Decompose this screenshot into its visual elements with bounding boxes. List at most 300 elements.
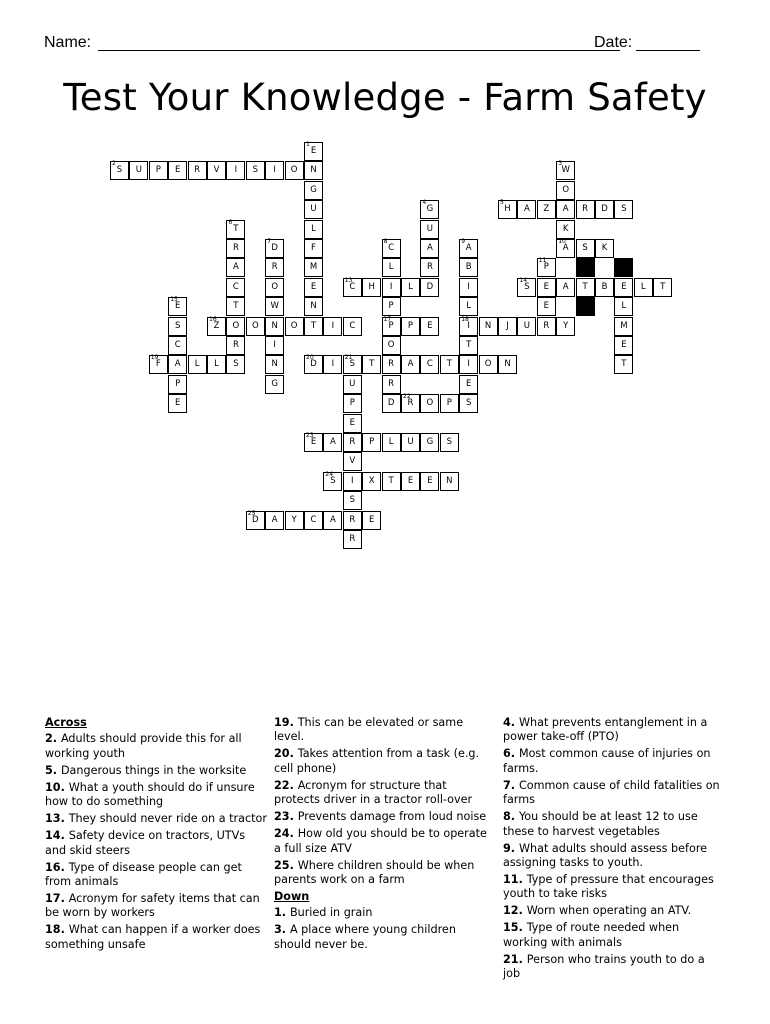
- grid-cell[interactable]: [226, 258, 245, 277]
- grid-letter: E: [310, 437, 317, 447]
- grid-cell[interactable]: [420, 394, 439, 413]
- grid-cell[interactable]: [382, 239, 401, 258]
- grid-cell[interactable]: [537, 200, 556, 219]
- grid-letter: S: [174, 320, 181, 331]
- grid-letter: I: [331, 320, 335, 331]
- grid-cell[interactable]: [285, 161, 304, 180]
- grid-cell[interactable]: [614, 336, 633, 355]
- clues-column-1: [45, 716, 267, 955]
- grid-cell[interactable]: [149, 355, 168, 374]
- grid-cell[interactable]: [420, 220, 439, 239]
- grid-letter: A: [465, 243, 472, 253]
- grid-letter: A: [562, 281, 569, 292]
- grid-letter: N: [271, 359, 278, 370]
- grid-cell[interactable]: [323, 355, 342, 374]
- grid-letter: U: [135, 165, 142, 176]
- across-clue: 20. Takes attention from a task (e.g. cell phone): [274, 747, 480, 775]
- grid-letter: E: [310, 281, 317, 292]
- grid-cell[interactable]: [440, 394, 459, 413]
- grid-letter: R: [407, 398, 414, 409]
- grid-cell[interactable]: [382, 433, 401, 452]
- grid-letter: N: [504, 359, 511, 370]
- grid-letter: S: [233, 359, 239, 370]
- grid-letter: E: [621, 340, 627, 350]
- grid-cell[interactable]: [382, 355, 401, 374]
- clue-number: 18: [461, 315, 469, 323]
- clue-number: 23: [306, 432, 314, 439]
- grid-cell[interactable]: [304, 220, 323, 239]
- grid-cell[interactable]: [459, 239, 478, 258]
- clue-number: 16: [209, 315, 217, 323]
- grid-cell[interactable]: [265, 317, 284, 336]
- grid-letter: S: [349, 359, 355, 370]
- grid-letter: S: [349, 495, 355, 506]
- grid-letter: A: [426, 243, 433, 253]
- grid-cell[interactable]: [265, 239, 284, 258]
- clue-number: 3: [558, 160, 563, 168]
- clue-number: 5: [500, 199, 504, 207]
- grid-cell[interactable]: [246, 161, 265, 180]
- grid-cell[interactable]: [459, 336, 478, 355]
- grid-letter: I: [273, 165, 276, 176]
- down-clue: 11. Type of pressure that encourages youth to take risks: [503, 873, 714, 901]
- across-clue: 23. Prevents damage from loud noise: [274, 810, 487, 824]
- grid-cell[interactable]: [479, 317, 498, 336]
- clue-number: 19: [150, 354, 159, 362]
- grid-letter: M: [309, 262, 318, 273]
- grid-cell[interactable]: [556, 278, 575, 297]
- grid-cell[interactable]: [304, 278, 323, 297]
- grid-cell[interactable]: [207, 355, 226, 374]
- grid-letter: S: [621, 204, 627, 215]
- grid-letter: L: [388, 262, 394, 273]
- grid-cell[interactable]: [556, 161, 575, 180]
- grid-cell[interactable]: [207, 161, 226, 180]
- grid-letter: R: [582, 204, 589, 215]
- grid-letter: I: [467, 281, 470, 292]
- grid-cell[interactable]: [556, 220, 575, 239]
- grid-cell[interactable]: [595, 200, 614, 219]
- grid-cell[interactable]: [498, 317, 517, 336]
- grid-letter: L: [466, 301, 472, 312]
- grid-cell[interactable]: [362, 472, 381, 491]
- grid-cell[interactable]: [576, 200, 595, 219]
- grid-cell[interactable]: [459, 297, 478, 316]
- grid-cell[interactable]: [653, 278, 672, 297]
- grid-letter: E: [543, 281, 549, 292]
- grid-cell[interactable]: [129, 161, 148, 180]
- grid-letter: R: [543, 320, 550, 331]
- down-clue: 7. Common cause of child fatalities on farms: [503, 778, 720, 807]
- grid-letter: L: [621, 301, 627, 312]
- grid-cell[interactable]: [304, 200, 323, 219]
- grid-cell[interactable]: [168, 317, 187, 336]
- grid-letter: O: [290, 320, 298, 331]
- grid-cell[interactable]: [226, 355, 245, 374]
- grid-letter: A: [562, 204, 569, 215]
- grid-black-cell: [576, 258, 595, 277]
- grid-cell[interactable]: [556, 181, 575, 200]
- across-clue: 19. This can be elevated or same level.: [274, 716, 464, 744]
- grid-letter: L: [408, 281, 413, 292]
- grid-letter: I: [273, 340, 276, 350]
- grid-letter: T: [660, 281, 666, 292]
- grid-cell[interactable]: [265, 297, 284, 316]
- grid-letter: O: [232, 320, 240, 331]
- grid-letter: R: [349, 534, 356, 544]
- grid-cell[interactable]: [110, 161, 129, 180]
- grid-letter: S: [465, 398, 472, 409]
- grid-letter: U: [523, 320, 530, 331]
- grid-cell[interactable]: [304, 258, 323, 277]
- grid-letter: W: [561, 165, 570, 176]
- grid-letter: R: [232, 340, 239, 350]
- grid-letter: V: [213, 165, 220, 176]
- grid-cell[interactable]: [556, 200, 575, 219]
- grid-cell[interactable]: [226, 278, 245, 297]
- grid-cell[interactable]: [343, 491, 362, 510]
- grid-cell[interactable]: [576, 278, 595, 297]
- grid-letter: C: [426, 359, 433, 370]
- grid-cell[interactable]: [537, 297, 556, 316]
- down-clue: 15. Type of route needed when working with animals: [503, 921, 680, 949]
- grid-cell[interactable]: [265, 355, 284, 374]
- grid-cell[interactable]: [498, 355, 517, 374]
- grid-letter: C: [310, 514, 317, 525]
- grid-letter: N: [310, 165, 317, 176]
- grid-letter: C: [232, 281, 239, 292]
- grid-letter: C: [174, 340, 181, 350]
- grid-cell[interactable]: [226, 220, 245, 239]
- grid-letter: R: [349, 514, 356, 525]
- grid-letter: V: [349, 456, 356, 467]
- grid-cell[interactable]: [362, 278, 381, 297]
- grid-letter: E: [543, 301, 549, 312]
- down-clue: 8. You should be at least 12 to use these to harvest vegetables: [503, 810, 698, 838]
- grid-cell[interactable]: [498, 200, 517, 219]
- grid-letter: T: [233, 301, 239, 312]
- grid-letter: A: [329, 514, 336, 525]
- grid-letter: C: [388, 243, 395, 253]
- grid-cell[interactable]: [382, 394, 401, 413]
- grid-cell[interactable]: [285, 511, 304, 530]
- grid-cell[interactable]: [420, 433, 439, 452]
- grid-cell[interactable]: [479, 355, 498, 374]
- grid-cell[interactable]: [343, 414, 362, 433]
- grid-cell[interactable]: [304, 317, 323, 336]
- grid-cell[interactable]: [168, 161, 187, 180]
- grid-letter: Y: [563, 320, 569, 331]
- grid-letter: O: [562, 184, 570, 195]
- grid-letter: I: [331, 359, 335, 370]
- grid-letter: S: [446, 437, 452, 447]
- grid-letter: U: [310, 204, 317, 215]
- grid-cell[interactable]: [459, 317, 478, 336]
- grid-letter: R: [426, 262, 433, 273]
- grid-letter: E: [621, 281, 627, 292]
- grid-letter: P: [175, 378, 181, 389]
- grid-cell[interactable]: [226, 336, 245, 355]
- grid-letter: H: [504, 204, 511, 215]
- grid-cell[interactable]: [343, 472, 362, 491]
- grid-letter: L: [311, 223, 316, 234]
- grid-cell[interactable]: [343, 452, 362, 471]
- across-clue: 10. What a youth should do if unsure how to do something: [45, 780, 255, 809]
- grid-cell[interactable]: [362, 355, 381, 374]
- grid-cell[interactable]: [265, 278, 284, 297]
- grid-cell[interactable]: [285, 317, 304, 336]
- across-clue: 18. What can happen if a worker does something unsafe: [45, 923, 261, 951]
- grid-cell[interactable]: [420, 278, 439, 297]
- grid-letter: D: [252, 514, 259, 525]
- grid-letter: D: [387, 398, 395, 409]
- grid-letter: I: [234, 165, 238, 176]
- grid-cell[interactable]: [595, 278, 614, 297]
- grid-cell[interactable]: [343, 511, 362, 530]
- grid-cell[interactable]: [188, 161, 207, 180]
- grid-cell[interactable]: [226, 161, 245, 180]
- grid-letter: N: [446, 475, 453, 486]
- clue-number: 6: [228, 218, 233, 226]
- grid-letter: P: [543, 262, 549, 273]
- grid-letter: E: [427, 320, 433, 331]
- grid-cell[interactable]: [304, 297, 323, 316]
- grid-letter: A: [174, 359, 181, 370]
- grid-cell[interactable]: [168, 394, 187, 413]
- grid-cell[interactable]: [343, 433, 362, 452]
- grid-black-cell: [576, 297, 595, 316]
- grid-cell[interactable]: [304, 142, 323, 161]
- grid-letter: A: [329, 437, 336, 447]
- grid-letter: G: [310, 184, 317, 195]
- grid-cell[interactable]: [595, 239, 614, 258]
- clue-number: 11: [538, 257, 547, 265]
- grid-letter: D: [310, 359, 317, 370]
- grid-letter: U: [426, 223, 433, 234]
- grid-cell[interactable]: [168, 336, 187, 355]
- grid-letter: A: [562, 243, 569, 253]
- grid-letter: O: [484, 359, 492, 370]
- grid-letter: T: [369, 359, 375, 370]
- grid-cell[interactable]: [556, 239, 575, 258]
- grid-cell[interactable]: [265, 258, 284, 277]
- grid-letter: D: [601, 204, 608, 215]
- grid-cell[interactable]: [420, 200, 439, 219]
- grid-cell[interactable]: [188, 355, 207, 374]
- grid-cell[interactable]: [226, 317, 245, 336]
- grid-cell[interactable]: [304, 433, 323, 452]
- across-clue: 16. Type of disease people can get from animals: [45, 860, 242, 889]
- grid-cell[interactable]: [517, 200, 536, 219]
- clue-number: 21: [344, 354, 353, 362]
- grid-letter: P: [446, 398, 452, 409]
- grid-letter: W: [270, 301, 279, 312]
- grid-letter: K: [562, 223, 569, 234]
- grid-cell[interactable]: [537, 278, 556, 297]
- grid-cell[interactable]: [537, 317, 556, 336]
- grid-cell[interactable]: [382, 317, 401, 336]
- grid-cell[interactable]: [226, 239, 245, 258]
- clue-number: 10: [558, 238, 566, 245]
- grid-cell[interactable]: [420, 317, 439, 336]
- grid-letter: X: [368, 475, 375, 486]
- grid-cell[interactable]: [382, 336, 401, 355]
- grid-letter: T: [621, 359, 627, 370]
- grid-cell[interactable]: [614, 200, 633, 219]
- grid-cell[interactable]: [304, 181, 323, 200]
- grid-letter: I: [351, 475, 354, 486]
- grid-letter: T: [466, 340, 472, 350]
- grid-cell[interactable]: [459, 375, 478, 394]
- grid-cell[interactable]: [401, 317, 420, 336]
- grid-letter: S: [252, 165, 258, 176]
- grid-cell[interactable]: [265, 161, 284, 180]
- across-clue: 22. Acronym for structure that protects driver in a tractor roll-over: [274, 778, 473, 807]
- grid-letter: O: [251, 320, 259, 331]
- grid-letter: L: [194, 359, 200, 370]
- down-clue: 4. What prevents entanglement in a power take-off (PTO): [503, 716, 708, 744]
- grid-cell[interactable]: [614, 355, 633, 374]
- grid-cell[interactable]: [459, 355, 478, 374]
- grid-cell[interactable]: [614, 297, 633, 316]
- grid-cell[interactable]: [323, 511, 342, 530]
- grid-cell[interactable]: [614, 317, 633, 336]
- grid-cell[interactable]: [246, 317, 265, 336]
- grid-cell[interactable]: [576, 239, 595, 258]
- grid-cell[interactable]: [420, 472, 439, 491]
- grid-cell[interactable]: [517, 317, 536, 336]
- grid-letter: D: [426, 281, 434, 292]
- grid-cell[interactable]: [246, 511, 265, 530]
- grid-cell[interactable]: [420, 258, 439, 277]
- grid-letter: P: [155, 165, 161, 176]
- grid-letter: G: [426, 204, 434, 215]
- grid-letter: P: [369, 437, 375, 447]
- grid-cell[interactable]: [382, 258, 401, 277]
- grid-letter: S: [330, 475, 336, 486]
- grid-letter: E: [175, 301, 181, 312]
- down-clue: 1. Buried in grain: [274, 906, 373, 920]
- clue-number: 25: [247, 509, 256, 517]
- grid-cell[interactable]: [614, 278, 633, 297]
- grid-cell[interactable]: [440, 433, 459, 452]
- grid-cell[interactable]: [304, 511, 323, 530]
- name-label: Name:: [44, 34, 92, 51]
- grid-cell[interactable]: [556, 317, 575, 336]
- grid-cell[interactable]: [634, 278, 653, 297]
- clues-column-3: [503, 716, 721, 984]
- grid-cell[interactable]: [343, 530, 362, 549]
- grid-cell[interactable]: [265, 336, 284, 355]
- grid-letter: O: [271, 281, 279, 292]
- grid-letter: G: [426, 437, 434, 447]
- grid-cell[interactable]: [401, 394, 420, 413]
- down-clue: 6. Most common cause of injuries on farms.: [503, 747, 711, 775]
- grid-cell[interactable]: [343, 375, 362, 394]
- grid-letter: R: [194, 165, 201, 176]
- grid-cell[interactable]: [382, 278, 401, 297]
- grid-letter: L: [214, 359, 219, 370]
- grid-cell[interactable]: [343, 394, 362, 413]
- grid-cell[interactable]: [440, 472, 459, 491]
- grid-cell[interactable]: [382, 472, 401, 491]
- clues-column-2: [274, 716, 496, 955]
- grid-cell[interactable]: [343, 355, 362, 374]
- grid-cell[interactable]: [323, 472, 342, 491]
- grid-letter: O: [387, 340, 395, 350]
- grid-cell[interactable]: [459, 394, 478, 413]
- grid-cell[interactable]: [168, 355, 187, 374]
- grid-cell[interactable]: [343, 278, 362, 297]
- grid-cell[interactable]: [343, 317, 362, 336]
- grid-cell[interactable]: [304, 239, 323, 258]
- grid-letter: R: [232, 243, 239, 253]
- grid-cell[interactable]: [226, 297, 245, 316]
- grid-cell[interactable]: [168, 375, 187, 394]
- down-clue: 3. A place where young children should never be.: [274, 923, 456, 951]
- grid-letter: R: [349, 437, 356, 447]
- grid-letter: A: [271, 514, 278, 525]
- grid-letter: E: [349, 417, 355, 428]
- grid-cell[interactable]: [304, 355, 323, 374]
- grid-cell[interactable]: [459, 258, 478, 277]
- clue-number: 14: [519, 276, 528, 284]
- grid-cell[interactable]: [401, 278, 420, 297]
- grid-cell[interactable]: [323, 433, 342, 452]
- grid-letter: Z: [213, 320, 220, 331]
- grid-cell[interactable]: [401, 355, 420, 374]
- grid-cell[interactable]: [362, 433, 381, 452]
- grid-letter: I: [467, 320, 470, 331]
- grid-letter: G: [271, 378, 278, 389]
- grid-cell[interactable]: [537, 258, 556, 277]
- grid-cell[interactable]: [382, 375, 401, 394]
- grid-letter: J: [506, 320, 509, 331]
- clue-number: 13: [344, 276, 353, 284]
- grid-letter: A: [232, 262, 239, 273]
- grid-letter: F: [155, 359, 161, 370]
- grid-cell[interactable]: [401, 472, 420, 491]
- grid-letter: O: [290, 165, 298, 176]
- grid-cell[interactable]: [168, 297, 187, 316]
- grid-cell[interactable]: [265, 511, 284, 530]
- grid-cell[interactable]: [420, 355, 439, 374]
- grid-letter: Y: [291, 514, 297, 525]
- down-heading: Down: [274, 890, 310, 904]
- grid-cell[interactable]: [265, 375, 284, 394]
- grid-cell[interactable]: [517, 278, 536, 297]
- clue-number: 7: [267, 238, 272, 245]
- grid-cell[interactable]: [207, 317, 226, 336]
- grid-cell[interactable]: [420, 239, 439, 258]
- grid-cell[interactable]: [323, 317, 342, 336]
- grid-letter: E: [175, 398, 181, 409]
- grid-letter: E: [310, 146, 317, 156]
- grid-letter: E: [369, 514, 375, 525]
- grid-cell[interactable]: [459, 278, 478, 297]
- grid-letter: E: [175, 165, 181, 176]
- clue-number: 4: [422, 199, 427, 207]
- grid-letter: R: [271, 262, 278, 273]
- grid-cell[interactable]: [401, 433, 420, 452]
- grid-letter: E: [407, 475, 414, 486]
- grid-cell[interactable]: [440, 355, 459, 374]
- grid-cell[interactable]: [304, 161, 323, 180]
- grid-cell[interactable]: [382, 297, 401, 316]
- grid-cell[interactable]: [362, 511, 381, 530]
- grid-cell[interactable]: [149, 161, 168, 180]
- grid-letter: S: [116, 165, 123, 176]
